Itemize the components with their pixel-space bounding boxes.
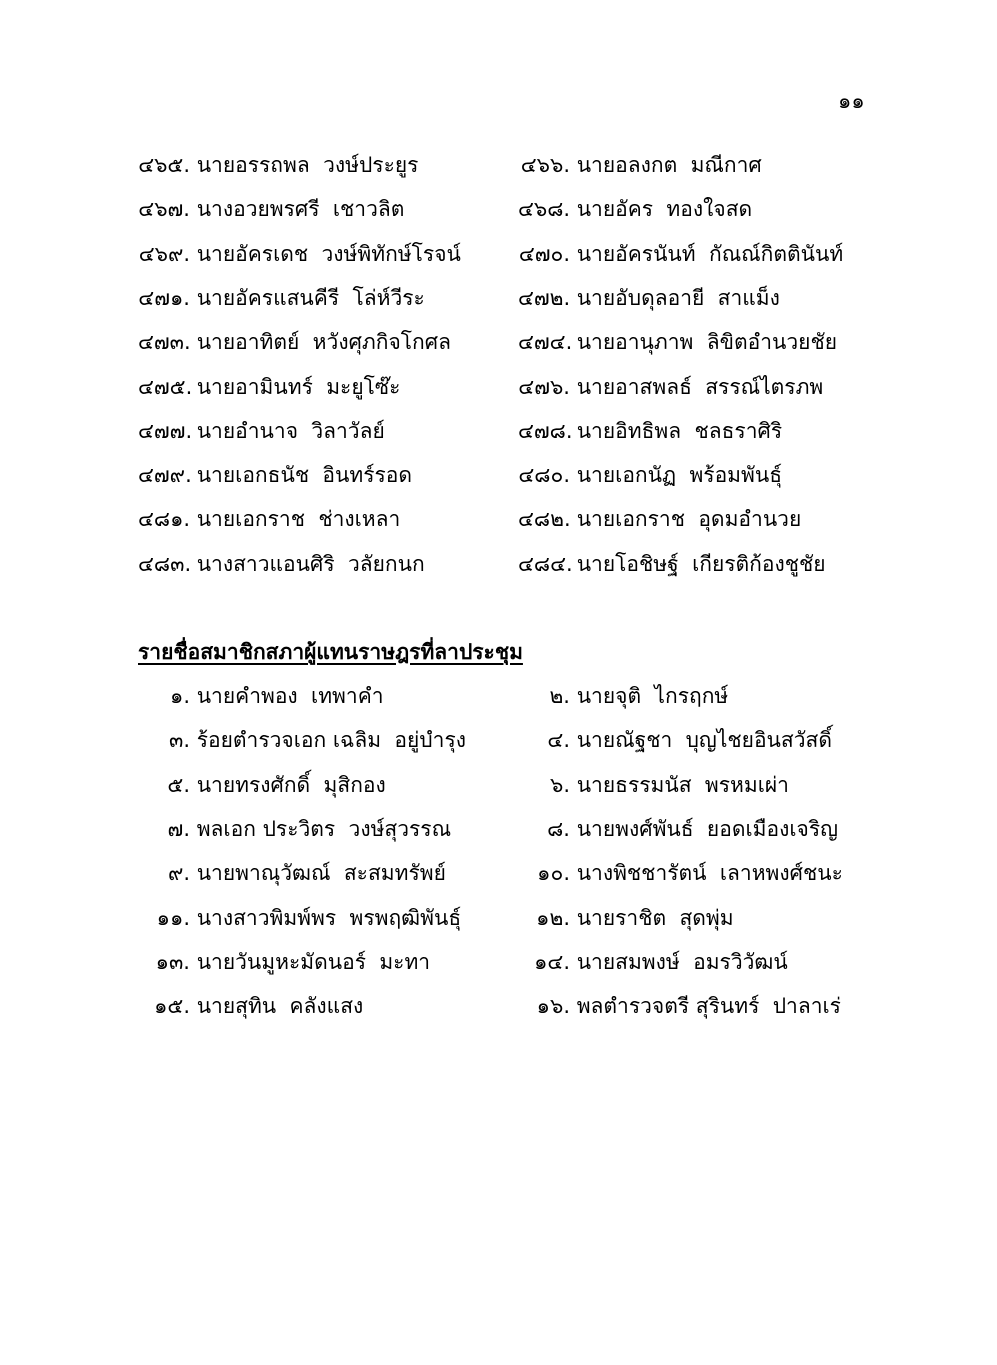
entry-number: ๑๑. <box>156 905 190 930</box>
entry-right <box>518 150 762 180</box>
member-row <box>0 549 997 579</box>
member-row <box>0 150 997 180</box>
entry-right <box>518 327 837 357</box>
entry-left <box>138 991 363 1021</box>
entry-number: ๔๘๔. <box>518 551 573 576</box>
entry-right <box>518 725 832 755</box>
entry-number: ๔๖๙. <box>138 241 190 266</box>
entry-right <box>518 991 841 1021</box>
entry-number: ๔๗๓. <box>138 330 191 355</box>
entry-name: นายอามินทร์ มะยูโซ๊ะ <box>196 374 401 399</box>
entry-name: นางสาวแอนศิริ วลัยกนก <box>196 551 425 576</box>
entry-right <box>518 372 823 402</box>
entry-number: ๑. <box>169 684 190 708</box>
entry-right <box>518 858 843 888</box>
entry-right <box>518 460 782 490</box>
entry-right <box>518 504 801 534</box>
member-row <box>0 460 997 490</box>
entry-number: ๔๗๗. <box>138 418 193 443</box>
entry-number: ๑๔. <box>534 949 570 974</box>
leave-row <box>0 681 997 711</box>
entry-name: นายสมพงษ์ อมรวิวัฒน์ <box>576 949 788 974</box>
leave-row <box>0 858 997 888</box>
leave-row <box>0 991 997 1021</box>
entry-number: ๔๖๘. <box>518 197 571 222</box>
entry-number: ๑๖. <box>536 994 570 1019</box>
entry-right <box>518 283 780 313</box>
entry-left <box>138 460 412 490</box>
entry-name: นายอาทิตย์ หวังศุภกิจโกศล <box>196 330 451 355</box>
entry-left <box>138 814 451 844</box>
entry-left <box>138 194 404 224</box>
entry-name: นายอัครเดช วงษ์พิทักษ์โรจน์ <box>196 241 461 266</box>
entry-name: นางอวยพรศรี เชาวลิต <box>196 197 405 222</box>
entry-name: นายอาสพลธ์ สรรณ์ไตรภพ <box>576 374 824 399</box>
entry-name: นายอรรถพล วงษ์ประยูร <box>196 153 419 177</box>
member-row <box>0 327 997 357</box>
entry-number: ๖. <box>549 772 570 797</box>
entry-name: นางพิชชารัตน์ เลาหพงศ์ชนะ <box>576 861 843 886</box>
entry-left <box>138 416 385 446</box>
entry-number: ๔๖๖. <box>520 153 570 177</box>
entry-name: นายคำพอง เทพาคำ <box>196 684 384 708</box>
entry-right <box>518 239 843 269</box>
leave-row <box>0 947 997 977</box>
member-row <box>0 504 997 534</box>
entry-number: ๔๗๘. <box>518 418 573 443</box>
entry-name: นายอลงกต มณีกาศ <box>576 153 762 177</box>
entry-name: นายเอกราช อุดมอำนวย <box>576 507 802 532</box>
member-row <box>0 239 997 269</box>
entry-number: ๔๘๒. <box>518 507 571 532</box>
entry-number: ๓. <box>168 728 190 753</box>
leave-row <box>0 814 997 844</box>
entry-name: นายอัครนันท์ กัณณ์กิตตินันท์ <box>576 241 844 266</box>
entry-right <box>518 681 728 711</box>
entry-name: นายอัคร ทองใจสด <box>576 197 753 222</box>
entry-name: นายพงศ์พันธ์ ยอดเมืองเจริญ <box>576 816 839 841</box>
section-heading-leave: รายชื่อสมาชิกสภาผู้แทนราษฎรที่ลาประชุม <box>138 640 523 664</box>
entry-name: นายอัครแสนคีรี โล่ห์วีระ <box>196 285 425 310</box>
entry-number: ๔๗๑. <box>138 285 190 310</box>
entry-left <box>138 239 461 269</box>
entry-number: ๑๕. <box>154 994 190 1019</box>
entry-number: ๕. <box>167 772 190 797</box>
member-row <box>0 372 997 402</box>
leave-row <box>0 770 997 800</box>
entry-number: ๒. <box>549 684 570 708</box>
entry-name: นายณัฐชา บุญไชยอินสวัสดิ์ <box>576 728 832 753</box>
entry-name: นายจุติ ไกรฤกษ์ <box>576 684 729 708</box>
entry-name: นายเอกราช ช่างเหลา <box>196 507 401 532</box>
entry-number: ๔๗๖. <box>518 374 570 399</box>
entry-name: นายอับดุลอายี สาแม็ง <box>576 285 780 310</box>
entry-right <box>518 416 782 446</box>
entry-number: ๔๘๐. <box>518 463 570 488</box>
entry-number: ๔๗๕. <box>138 374 193 399</box>
entry-number: ๔. <box>547 728 570 753</box>
entry-number: ๔๘๓. <box>138 551 192 576</box>
entry-number: ๗. <box>167 816 190 841</box>
entry-left <box>138 770 386 800</box>
entry-number: ๘. <box>547 816 570 841</box>
entry-right <box>518 194 752 224</box>
entry-name: นายอิทธิพล ชลธราศิริ <box>576 418 783 443</box>
entry-name: นายอำนาจ วิลาวัลย์ <box>196 418 385 443</box>
entry-name: พลตำรวจตรี สุรินทร์ ปาลาเร่ <box>576 994 841 1019</box>
leave-row <box>0 903 997 933</box>
entry-name: นายโอชิษฐ์ เกียรติก้องชูชัย <box>576 551 826 576</box>
entry-name: นายทรงศักดิ์ มุสิกอง <box>196 772 386 797</box>
entry-name: นายพาณุวัฒณ์ สะสมทรัพย์ <box>196 861 446 886</box>
entry-right <box>518 549 826 579</box>
entry-number: ๔๘๑. <box>138 507 191 532</box>
entry-left <box>138 327 451 357</box>
entry-name: นายวันมูหะมัดนอร์ มะทา <box>196 949 431 974</box>
entry-right <box>518 903 734 933</box>
entry-number: ๔๗๙. <box>138 463 192 488</box>
entry-left <box>138 283 425 313</box>
entry-name: ร้อยตำรวจเอก เฉลิม อยู่บำรุง <box>196 728 466 753</box>
entry-right <box>518 947 788 977</box>
entry-number: ๔๗๔. <box>518 330 573 355</box>
entry-number: ๑๐. <box>537 861 570 886</box>
entry-left <box>138 725 466 755</box>
entry-number: ๑๒. <box>536 905 570 930</box>
page-number: ๑๑ <box>838 89 865 113</box>
member-row <box>0 416 997 446</box>
entry-name: พลเอก ประวิตร วงษ์สุวรรณ <box>196 816 452 841</box>
entry-number: ๔๗๒. <box>518 285 571 310</box>
entry-left <box>138 372 400 402</box>
entry-number: ๔๖๕. <box>138 153 190 177</box>
entry-name: นายเอกธนัช อินทร์รอด <box>196 463 413 488</box>
entry-right <box>518 770 789 800</box>
member-row <box>0 283 997 313</box>
entry-name: นายเอกนัฏ พร้อมพันธุ์ <box>576 463 783 488</box>
entry-name: นางสาวพิมพ์พร พรพฤฒิพันธุ์ <box>196 905 462 930</box>
entry-right <box>518 814 838 844</box>
entry-name: นายราชิต สุดพุ่ม <box>576 905 734 930</box>
entry-left <box>138 858 446 888</box>
entry-left <box>138 947 430 977</box>
entry-name: นายธรรมนัส พรหมเผ่า <box>576 772 789 797</box>
entry-left <box>138 681 384 711</box>
entry-left <box>138 903 461 933</box>
entry-left <box>138 549 425 579</box>
entry-number: ๙. <box>167 861 190 886</box>
entry-number: ๑๓. <box>155 949 190 974</box>
entry-number: ๔๖๗. <box>138 197 190 222</box>
entry-number: ๔๗๐. <box>518 241 570 266</box>
entry-name: นายสุทิน คลังแสง <box>196 994 364 1019</box>
entry-name: นายอานุภาพ ลิขิตอำนวยชัย <box>576 330 838 355</box>
leave-row <box>0 725 997 755</box>
member-row <box>0 194 997 224</box>
entry-left <box>138 504 400 534</box>
entry-left <box>138 150 418 180</box>
